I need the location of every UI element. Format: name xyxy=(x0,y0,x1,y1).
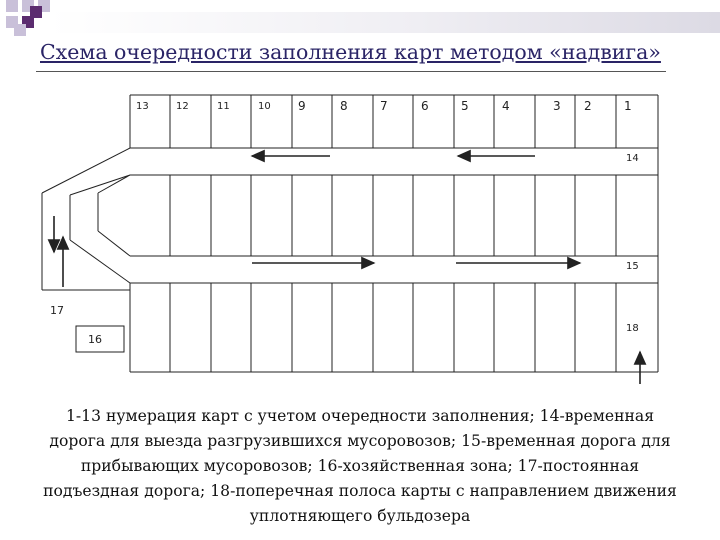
card-number: 2 xyxy=(584,99,592,113)
card-number: 4 xyxy=(502,99,510,113)
zone-16-label: 16 xyxy=(88,333,102,346)
page-title: Схема очередности заполнения карт методом «надвига» xyxy=(40,40,661,64)
road-17-label: 17 xyxy=(50,304,64,317)
card-number: 7 xyxy=(380,99,388,113)
card-number: 12 xyxy=(176,101,189,112)
card-number: 1 xyxy=(624,99,632,113)
legend-caption: 1-13 нумерация карт с учетом очередности заполнения; 14-временная дорога для выезда разгрузившихся мусоровозов; 15-временная дорога для прибывающих мусоровозов; 16-хозяйственная зона; 17-постоянная подъездная дорога; 18-поперечная полоса карты с направлением движения уплотняющего бульдозера xyxy=(43,407,677,525)
card-number: 10 xyxy=(258,101,271,112)
funnel-edge xyxy=(98,231,130,256)
card-number: 6 xyxy=(421,99,429,113)
road-18-label: 18 xyxy=(626,323,639,334)
funnel-edge xyxy=(42,148,130,193)
road-14-label: 14 xyxy=(626,153,639,164)
card-number: 8 xyxy=(340,99,348,113)
card-number: 3 xyxy=(553,99,561,113)
card-number: 5 xyxy=(461,99,469,113)
card-number: 9 xyxy=(298,99,306,113)
card-number: 11 xyxy=(217,101,230,112)
funnel-edge xyxy=(70,240,130,283)
card-number: 13 xyxy=(136,101,149,112)
road-15-label: 15 xyxy=(626,261,639,272)
